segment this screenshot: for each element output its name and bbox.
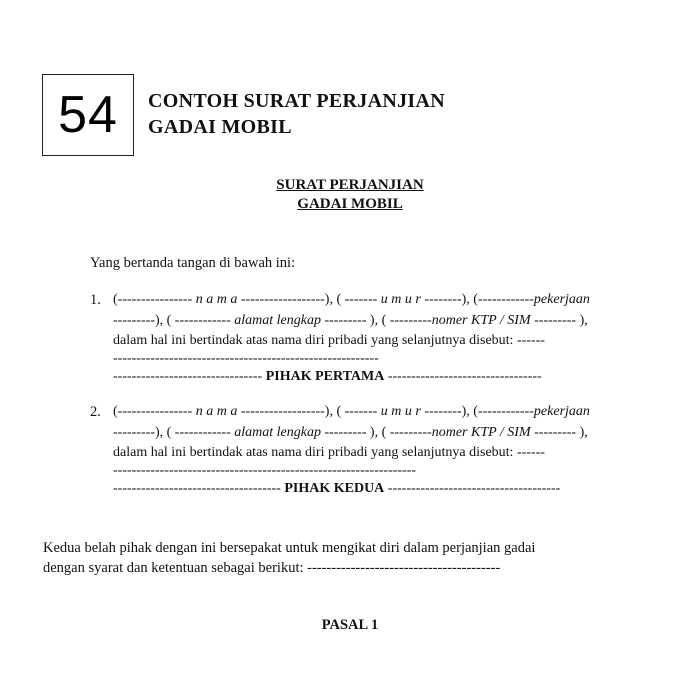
pasal-heading: PASAL 1	[321, 617, 379, 633]
item-1-line-1: (---------------- n a m a ------------------), ( ------- u m u r --------), (------------pekerjaan	[113, 292, 590, 307]
chapter-title-line2: GADAI MOBIL	[148, 116, 292, 138]
closing-line-2: dengan syarat dan ketentuan sebagai berikut: ----------------------------------------	[43, 560, 501, 576]
chapter-title	[148, 88, 445, 140]
item-number-2: 2.	[90, 404, 101, 420]
party-first-label: PIHAK PERTAMA	[265, 369, 385, 384]
party-second: ------------------------------------ PIHAK KEDUA -------------------------------------	[113, 481, 561, 496]
party-second-label: PIHAK KEDUA	[284, 481, 385, 496]
chapter-number: 54	[58, 86, 118, 144]
item-2-line-2: ---------), ( ------------ alamat lengkap --------- ), ( ---------nomer KTP / SIM --------- ),	[113, 425, 588, 440]
item-1-line-3: dalam hal ini bertindak atas nama diri pribadi yang selanjutnya disebut: ------	[113, 333, 545, 348]
item-1-line-2: ---------), ( ------------ alamat lengkap --------- ), ( ---------nomer KTP / SIM --------- ),	[113, 313, 588, 328]
intro-text: Yang bertanda tangan di bawah ini:	[90, 255, 296, 271]
item-2-line-1: (---------------- n a m a ------------------), ( ------- u m u r --------), (------------pekerjaan	[113, 404, 590, 419]
document-title-line1: SURAT PERJANJIAN	[276, 177, 424, 193]
chapter-title-line1: CONTOH SURAT PERJANJIAN	[148, 90, 445, 112]
document-title	[0, 176, 700, 214]
document-title-line2: GADAI MOBIL	[297, 196, 403, 212]
closing-line-1: Kedua belah pihak dengan ini bersepakat untuk mengikat diri dalam perjanjian gadai	[43, 540, 536, 556]
item-number-1: 1.	[90, 292, 101, 308]
party-first: -------------------------------- PIHAK PERTAMA ---------------------------------	[113, 369, 542, 384]
item-2-line-3: dalam hal ini bertindak atas nama diri pribadi yang selanjutnya disebut: ------	[113, 445, 545, 460]
item-2-line-4: -----------------------------------------------------------------	[113, 463, 417, 478]
item-1-line-4: ---------------------------------------------------------	[113, 351, 379, 366]
chapter-number-box	[42, 74, 134, 156]
